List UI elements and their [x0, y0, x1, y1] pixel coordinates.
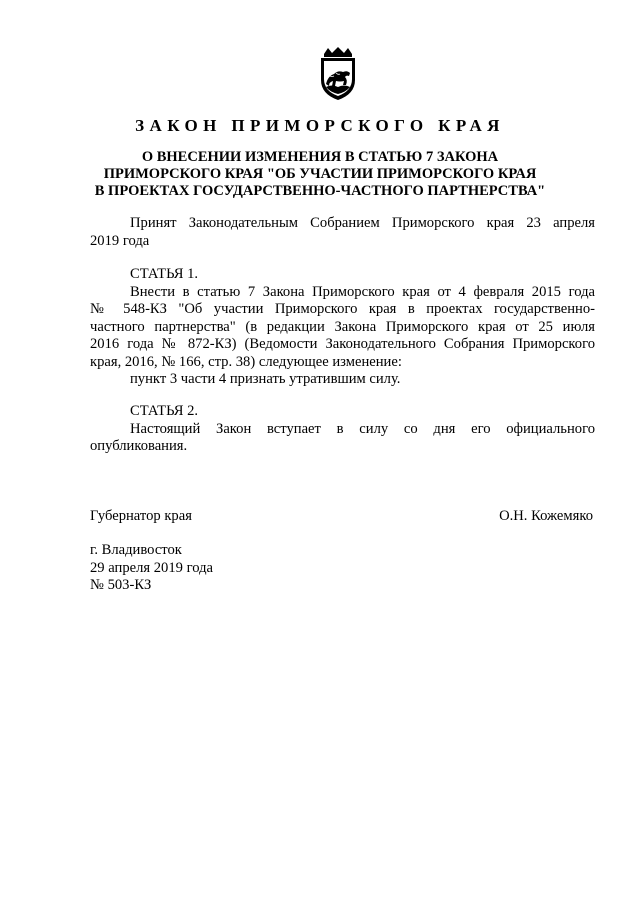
article-1-line-2: № 548-КЗ "Об участии Приморского края в проектах государственно- [90, 301, 595, 317]
law-subject-line-1: О ВНЕСЕНИИ ИЗМЕНЕНИЯ В СТАТЬЮ 7 ЗАКОНА [141, 149, 499, 165]
law-subject-line-2: ПРИМОРСКОГО КРАЯ "ОБ УЧАСТИИ ПРИМОРСКОГО КРАЯ [103, 166, 537, 182]
article-1-item: пункт 3 части 4 признать утратившим силу. [130, 371, 401, 387]
article-2-line-1: Настоящий Закон вступает в силу со дня его официального [130, 420, 595, 437]
article-1-heading: СТАТЬЯ 1. [130, 266, 199, 282]
signatory-name: О.Н. Кожемяко [499, 508, 593, 524]
article-1-line-4: 2016 года № 872-КЗ) (Ведомости Законодательного Собрания Приморского [90, 336, 595, 352]
primorsky-coat-of-arms-icon [316, 46, 360, 102]
signatory-position: Губернатор края [90, 508, 192, 524]
article-2-heading: СТАТЬЯ 2. [130, 403, 199, 419]
adoption-line-1: Принят Законодательным Собранием Приморского края 23 апреля [130, 215, 595, 231]
law-number: № 503-КЗ [90, 577, 152, 593]
article-1-line-5: края, 2016, № 166, стр. 38) следующее изменение: [90, 353, 402, 370]
place-date-number [90, 542, 213, 595]
article-2-line-2: опубликования. [90, 438, 188, 454]
article-1 [90, 266, 595, 389]
law-subject [0, 149, 640, 200]
city: г. Владивосток [90, 542, 182, 558]
law-subject-line-3: В ПРОЕКТАХ ГОСУДАРСТВЕННО-ЧАСТНОГО ПАРТНЕРСТВА" [94, 183, 546, 199]
signing-date: 29 апреля 2019 года [90, 559, 213, 576]
adoption-paragraph [90, 215, 595, 250]
adoption-line-2: 2019 года [90, 232, 150, 249]
law-title: ЗАКОН ПРИМОРСКОГО КРАЯ [135, 116, 505, 135]
article-1-line-3: частного партнерства" (в редакции Закона Приморского края от 25 июля [90, 318, 595, 335]
article-1-line-1: Внести в статью 7 Закона Приморского края от 4 февраля 2015 года [130, 283, 595, 300]
article-2 [90, 403, 595, 456]
